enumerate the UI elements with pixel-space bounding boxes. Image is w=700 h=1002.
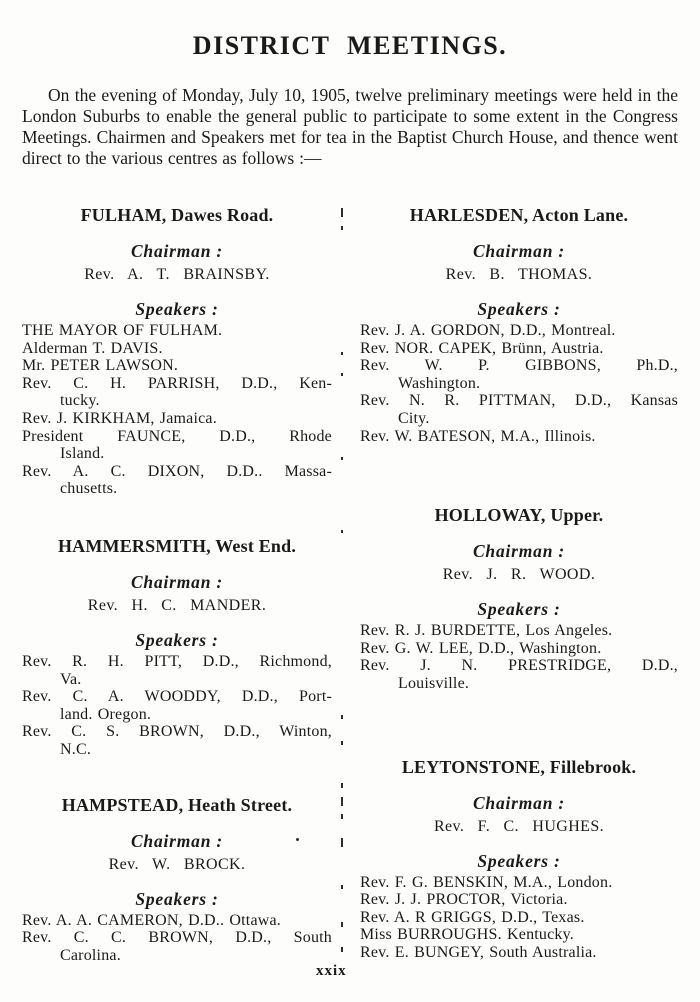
speaker-line: Rev. C. C. BROWN, D.D., South <box>22 929 332 947</box>
speakers-label: Speakers : <box>135 888 219 909</box>
speaker-line: Mr. PETER LAWSON. <box>22 357 179 375</box>
speaker-line: Rev. J. KIRKHAM, Jamaica. <box>22 409 217 427</box>
page-number: xxix <box>316 963 347 979</box>
chairman-label: Chairman : <box>130 571 224 592</box>
speaker-entry <box>22 428 332 463</box>
speaker-line: Rev. A. A. CAMERON, D.D.. Ottawa. <box>22 911 281 929</box>
speakers-label: Speakers : <box>135 629 219 650</box>
speaker-entry <box>360 357 678 392</box>
speaker-line: Rev. W. P. GIBBONS, Ph.D., <box>360 357 678 375</box>
speakers-list <box>360 874 678 962</box>
divider-dash <box>341 373 343 376</box>
section-leytonstone <box>360 757 678 962</box>
speaker-entry <box>360 428 678 446</box>
speaker-entry <box>360 622 678 640</box>
speaker-line: Rev. N. R. PITTMAN, D.D., Kansas <box>360 392 678 410</box>
speakers-list <box>22 322 332 498</box>
speaker-entry <box>22 912 332 930</box>
divider-dash <box>341 741 343 745</box>
section-title: HARLESDEN, Acton Lane. <box>409 205 629 225</box>
section-harlesden <box>360 205 678 445</box>
section-title: HAMMERSMITH, West End. <box>57 535 297 556</box>
speaker-entry <box>360 392 678 427</box>
divider-dash <box>341 885 343 889</box>
speaker-line: Rev. C. H. PARRISH, D.D., Ken- <box>22 374 332 392</box>
speaker-entry <box>360 926 678 944</box>
divider-dash <box>341 797 343 806</box>
speakers-list <box>22 912 332 965</box>
speaker-entry <box>22 723 332 758</box>
section-title: LEYTONSTONE, Fillebrook. <box>401 756 637 777</box>
speaker-line: Miss BURROUGHS. Kentucky. <box>360 926 574 944</box>
speaker-line: Rev. G. W. LEE, D.D., Washington. <box>360 639 602 657</box>
speaker-line: chusetts. <box>60 480 118 498</box>
speaker-entry <box>22 653 332 688</box>
chairman-name: Rev. F. C. HUGHES. <box>433 817 605 835</box>
speaker-line: Carolina. <box>60 946 121 964</box>
stray-dot-artifact <box>296 838 299 841</box>
speaker-entry <box>22 322 332 340</box>
speaker-entry <box>360 944 678 962</box>
section-title: HAMPSTEAD, Heath Street. <box>61 794 293 815</box>
speaker-entry <box>22 357 332 375</box>
speaker-entry <box>22 340 332 358</box>
divider-dash <box>341 208 343 217</box>
speaker-line: Island. <box>60 445 105 463</box>
section-hammersmith <box>22 536 332 759</box>
speaker-entry <box>360 340 678 358</box>
speaker-line: Rev. J. N. PRESTRIDGE, D.D., <box>360 657 678 675</box>
speaker-line: Va. <box>60 670 82 688</box>
speaker-line: tucky. <box>60 392 100 410</box>
chairman-name: Rev. H. C. MANDER. <box>87 596 267 614</box>
speaker-entry <box>360 640 678 658</box>
divider-dash <box>341 226 343 230</box>
divider-dash <box>341 457 343 460</box>
section-title: HOLLOWAY, Upper. <box>434 505 604 526</box>
speakers-label: Speakers : <box>477 299 561 319</box>
right-column <box>360 205 678 962</box>
speakers-list <box>360 322 678 445</box>
divider-dash <box>341 715 343 719</box>
speakers-label: Speakers : <box>477 599 561 620</box>
speaker-line: Rev. R. H. PITT, D.D., Richmond, <box>22 652 332 670</box>
speaker-entry <box>22 410 332 428</box>
speaker-entry <box>360 322 678 340</box>
chairman-label: Chairman : <box>130 241 224 261</box>
speaker-entry <box>360 909 678 927</box>
speaker-line: President FAUNCE, D.D., Rhode <box>22 427 332 445</box>
section-holloway <box>360 505 678 692</box>
chairman-name: Rev. B. THOMAS. <box>445 266 593 283</box>
section-hampstead <box>22 795 332 965</box>
speaker-entry <box>22 463 332 498</box>
speaker-line: Rev. J. A. GORDON, D.D., Montreal. <box>360 322 616 339</box>
speaker-line: Rev. E. BUNGEY, South Australia. <box>360 943 597 961</box>
speaker-line: Rev. R. J. BURDETTE, Los Angeles. <box>360 622 613 640</box>
speaker-entry <box>22 688 332 723</box>
speaker-line: N.C. <box>60 741 92 758</box>
divider-dash <box>341 352 343 355</box>
divider-dash <box>341 922 343 927</box>
speaker-line: Alderman T. DAVIS. <box>22 339 163 357</box>
speaker-line: Rev. W. BATESON, M.A., Illinois. <box>360 427 596 445</box>
divider-dash <box>341 814 343 819</box>
speakers-list <box>22 653 332 759</box>
speakers-label: Speakers : <box>477 850 561 871</box>
speaker-line: Rev. A. R GRIGGS, D.D., Texas. <box>360 908 585 926</box>
intro-paragraph: On the evening of Monday, July 10, 1905, twelve preliminary meetings were held in the London Suburbs to enable the general public to participate to some extent in the Congress Meetings. Chairmen and Speakers met for tea in the Baptist Church House, and thence went direct to the various centres as follows :— <box>22 85 678 168</box>
chairman-label: Chairman : <box>472 541 566 562</box>
speaker-entry <box>22 929 332 964</box>
section-title: FULHAM, Dawes Road. <box>80 205 274 225</box>
speaker-line: Rev. A. C. DIXON, D.D.. Massa- <box>22 462 332 480</box>
speaker-line: land. Oregon. <box>60 705 152 723</box>
speaker-line: Rev. C. S. BROWN, D.D., Winton, <box>22 723 332 741</box>
divider-dash <box>341 947 343 952</box>
speaker-entry <box>360 874 678 892</box>
speaker-line: Washington. <box>398 374 481 392</box>
chairman-label: Chairman : <box>472 241 566 261</box>
chairman-name: Rev. W. BROCK. <box>108 855 246 873</box>
divider-dash <box>341 783 343 788</box>
speakers-label: Speakers : <box>135 299 219 319</box>
speaker-line: Rev. C. A. WOODDY, D.D., Port- <box>22 688 332 706</box>
page-title: DISTRICT MEETINGS. <box>192 31 508 60</box>
divider-dash <box>341 838 343 847</box>
chairman-name: Rev. A. T. BRAINSBY. <box>84 266 270 283</box>
speaker-line: THE MAYOR OF FULHAM. <box>22 322 223 339</box>
chairman-label: Chairman : <box>472 792 566 813</box>
speaker-entry <box>360 891 678 909</box>
speaker-entry <box>22 375 332 410</box>
left-column <box>22 205 332 964</box>
speaker-line: City. <box>398 410 430 427</box>
speaker-line: Louisville. <box>398 674 470 692</box>
divider-dash <box>341 530 343 533</box>
speaker-line: Rev. J. J. PROCTOR, Victoria. <box>360 891 568 909</box>
speakers-list <box>360 622 678 692</box>
speaker-line: Rev. F. G. BENSKIN, M.A., London. <box>360 873 613 891</box>
section-fulham <box>22 205 332 498</box>
chairman-name: Rev. J. R. WOOD. <box>442 566 596 584</box>
speaker-entry <box>360 657 678 692</box>
chairman-label: Chairman : <box>130 830 224 851</box>
speaker-line: Rev. NOR. CAPEK, Brünn, Austria. <box>360 339 604 357</box>
